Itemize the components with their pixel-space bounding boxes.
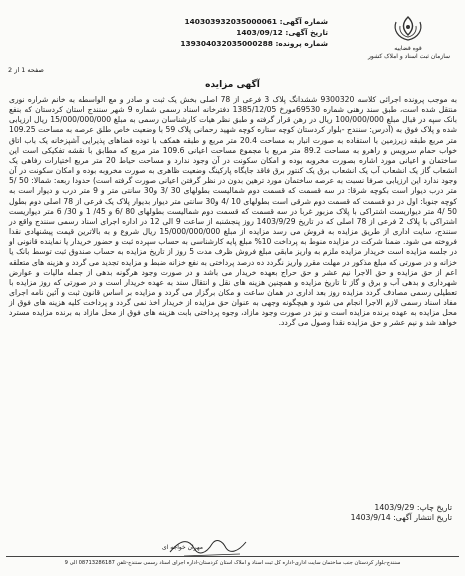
logo-text: قوه قضاییه — [394, 45, 422, 52]
organization-name: سازمان ثبت اسناد و املاک کشور — [368, 53, 451, 60]
print-date: تاریخ چاپ: 1403/9/29 — [374, 503, 452, 512]
notice-date: تاریخ آگهی: 1403/09/12 — [236, 28, 328, 38]
document-header — [0, 0, 465, 86]
notice-number: شماره آگهی: 140303932035000061 — [184, 17, 328, 26]
footer-address: سنندج-بلوار کردستان جنب ساختمان سایت اداری-اداره کل ثبت اسناد و املاک استان کردستان-اداره اجرای اسناد رسمی سنندج-تلفن 08713286187 الی 9 — [64, 560, 401, 566]
notice-body: به موجب پرونده اجرائی کلاسه 9300320 ششدانگ پلاک 3 فرعی از 78 اصلی بخش یک ثبت و صادر و مع الواسطه به خانم شراره نوری منتقل شده است، طبق سند رهنی شماره 69530مورخ 1385/12/05 دفترخانه اسناد رسمی شماره 9 شهر سنندج استان کردستان که بنفع بانک سپه در قبال مبلغ 100/000/000 ریال در رهن قرار گرفته و طبق نظر هیات کارشناسان رسمی به مبلغ 15/000/000/000 ریال ارزیابی شده و پلاک فوق به (آدرس: سنندج -بلوار کردستان کوچه ستاره کوچه شهید رحمانی پلاک 59 با وضعیت خاص طلق عرصه به مساحت 109.25 متر مربع طبقه زیرزمین با استفاده به صورت انبار به مساحت 20.4 متر مربع و طبقه همکف با توده فضاهای پذیرایی آشپزخانه یک باب اتاق خواب حمام سرویس و راهرو به مساحت 89.2 متر مربع با مجموع مساحت اعیانی 109.6 متر مربع که مطابق با نقشه تفکیکی است این ساختمان و اعیانی مورد اشاره بصورت مخروبه بوده و امکان سکونت در آن وجود ندارد و مساحت حیاط 20 متر مربع اختیارات رفاهی یک انشعاب گاز یک انشعاب آب یک انشعاب برق یک کنتور برق فاقد جایگاه پارکینگ وضعیت ظاهری به صورت مخروبه بوده و امکان سکونت در آن وجود ندارد این ارزیابی صرفا نسبت به عرصه ساختمان مورد ترهین بدون در نظر گرفتن اعیانی صورت گرفته است) حدودا ربعه: شمالا: 50 /5 متر درب دیوار است بکوچه شرقا: در سه قسمت که قسمت دوم شمالیست بطولهای 30 /3 و30 سانتی متر و 9 متر درب و دیوار است به کوچه جنوبا: اول در دو قسمت که قسمت دوم شرقی است بطولهای 10 /4 و30 سانتی متر دیوار بدیوار پلاک یک فرعی از 78 اصلی دوم بطول 50 /4 متر دیواریست اشتراکی با پلاک مزبور غربا در سه قسمت که قسمت دوم شمالیست بطولهای 80 /6 و 45/ 1 و 30/ 6 متر دیواریست اشتراکی با پلاک 2 فرعی از 78 اصلی که در تاریخ 1403/9/29 روز پنجشنبه از ساعت 9 الی 12 در اداره اجرای اسناد رسمی سنندج واقع در سنندج، سایت اداری از طریق مزایده به فروش می رسد مزایده از مبلغ 15/000/000/000 ریال شروع و به بالاترین قیمت پیشنهادی نقدا فروخته می شود. ضمنا شرکت در مزایده منوط به پرداخت 10% مبلغ پایه کارشناسی به حساب سپرده ثبت و حضور خریدار یا نماینده قانونی او در جلسه مزایده است خریدار مزایده ملزم به واریز مابقی مبلغ فروش ظرف مدت 5 روز از تاریخ مزایده به حساب صندوق ثبت توسط بانک یا خزانه و در صورتی که مبلغ مذکور در مهلت مقرر واریز نگردد ده درصد پرداختی به نفع خزانه ضبط و مزایده تجدید می گردد و هزینه های متعلقه اعم از حق مزایده و حق الاجرا نیم عشر و حق حراج بعهده خریدار می باشد و در صورت وجود هرگونه بدهی از جمله مالیات و عوارض شهرداری و بدهی آب و برق و گاز تا تاریخ مزایده و همچنین هزینه های نقل و انتقال سند به عهده خریدار است و در صورتی که روز مزایده با تعطیلی رسمی مصادف گردد مزایده روز بعد اداری در همان ساعت و مکان برگزار می گردد و مزایده بر اساس قانون ثبت و آئین نامه اجرای مفاد اسناد رسمی لازم الاجرا انجام می شود و هیچگونه وجهی به عنوان حق مزایده از خریدار اخذ نمی گردد و پرداخت کلیه هزینه های فوق از محل مزایده به عهده برنده مزایده است و نیز در صورت وجود مازاد، وجوه پرداختی بابت هزینه های فوق از محل مازاد به برنده مزایده مسترد خواهد شد و نیم عشر و حق مزایده نقدا وصول می گردد. — [9, 95, 458, 328]
publish-date: تاریخ انتشار آگهی: 1403/9/14 — [350, 513, 452, 523]
notice-title: آگهی مزایده — [205, 80, 260, 90]
judiciary-emblem-icon — [388, 14, 428, 44]
notice-meta — [178, 16, 328, 50]
signer-name: مهران خواجه ای — [162, 544, 203, 551]
file-number: شماره پرونده: 139304032035000288 — [180, 39, 328, 49]
footer-divider — [6, 556, 459, 557]
page-indicator: صفحه 1 از 2 — [8, 66, 44, 74]
notice-dates — [0, 503, 452, 523]
organization-logo — [368, 14, 451, 74]
